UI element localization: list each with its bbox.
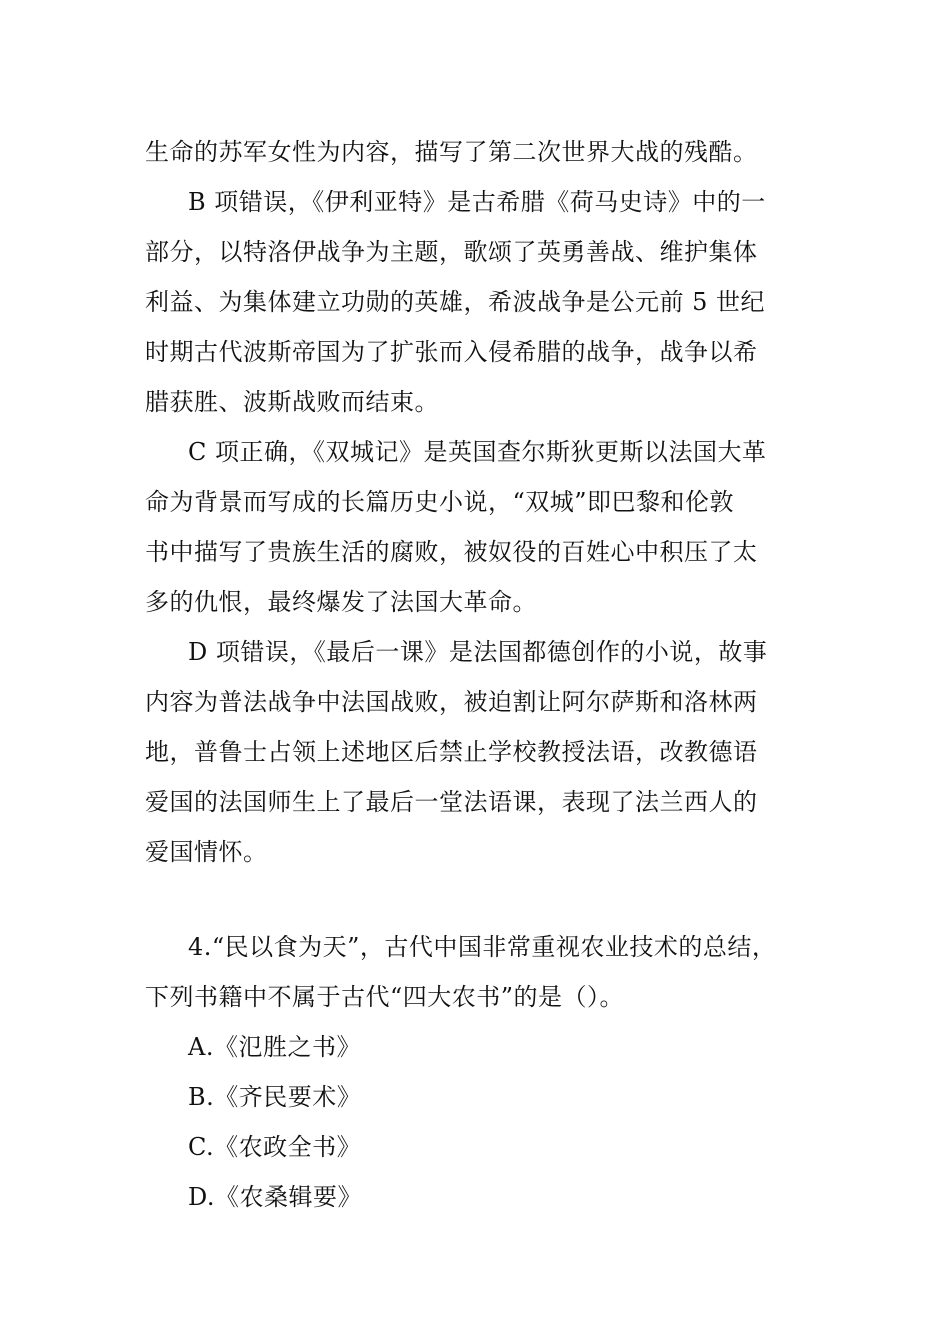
option-a: A.《氾胜之书》 [188,1033,361,1061]
option-d: D.《农桑辑要》 [188,1183,363,1211]
explanation-line: C 项正确，《双城记》是英国查尔斯狄更斯以法国大革 [188,438,767,466]
explanation-line: 部分，以特洛伊战争为主题，歌颂了英勇善战、维护集体 [145,238,758,266]
explanation-line: 内容为普法战争中法国战败，被迫割让阿尔萨斯和洛林两 [145,688,758,716]
explanation-line: 地，普鲁士占领上述地区后禁止学校教授法语，改教德语 [145,738,758,766]
question-stem-line: 下列书籍中不属于古代“四大农书”的是（）。 [145,983,625,1011]
explanation-line: 命为背景而写成的长篇历史小说，“双城”即巴黎和伦敦 [145,488,735,516]
explanation-line: 时期古代波斯帝国为了扩张而入侵希腊的战争，战争以希 [145,338,758,366]
explanation-line: 爱国情怀。 [145,838,268,866]
question-stem-line: 4.“民以食为天”，古代中国非常重视农业技术的总结， [188,933,777,961]
option-b: B.《齐民要术》 [188,1083,362,1111]
explanation-line: 多的仇恨，最终爆发了法国大革命。 [145,588,537,616]
explanation-line: 爱国的法国师生上了最后一堂法语课，表现了法兰西人的 [145,788,758,816]
explanation-line: B 项错误，《伊利亚特》是古希腊《荷马史诗》中的一 [188,188,766,216]
explanation-line: 利益、为集体建立功勋的英雄，希波战争是公元前 5 世纪 [145,288,766,316]
option-c: C.《农政全书》 [188,1133,362,1161]
explanation-line: 书中描写了贵族生活的腐败，被奴役的百姓心中积压了太 [145,538,758,566]
explanation-line: 生命的苏军女性为内容，描写了第二次世界大战的残酷。 [145,138,758,166]
explanation-line: 腊获胜、波斯战败而结束。 [145,388,439,416]
explanation-line: D 项错误，《最后一课》是法国都德创作的小说，故事 [188,638,768,666]
